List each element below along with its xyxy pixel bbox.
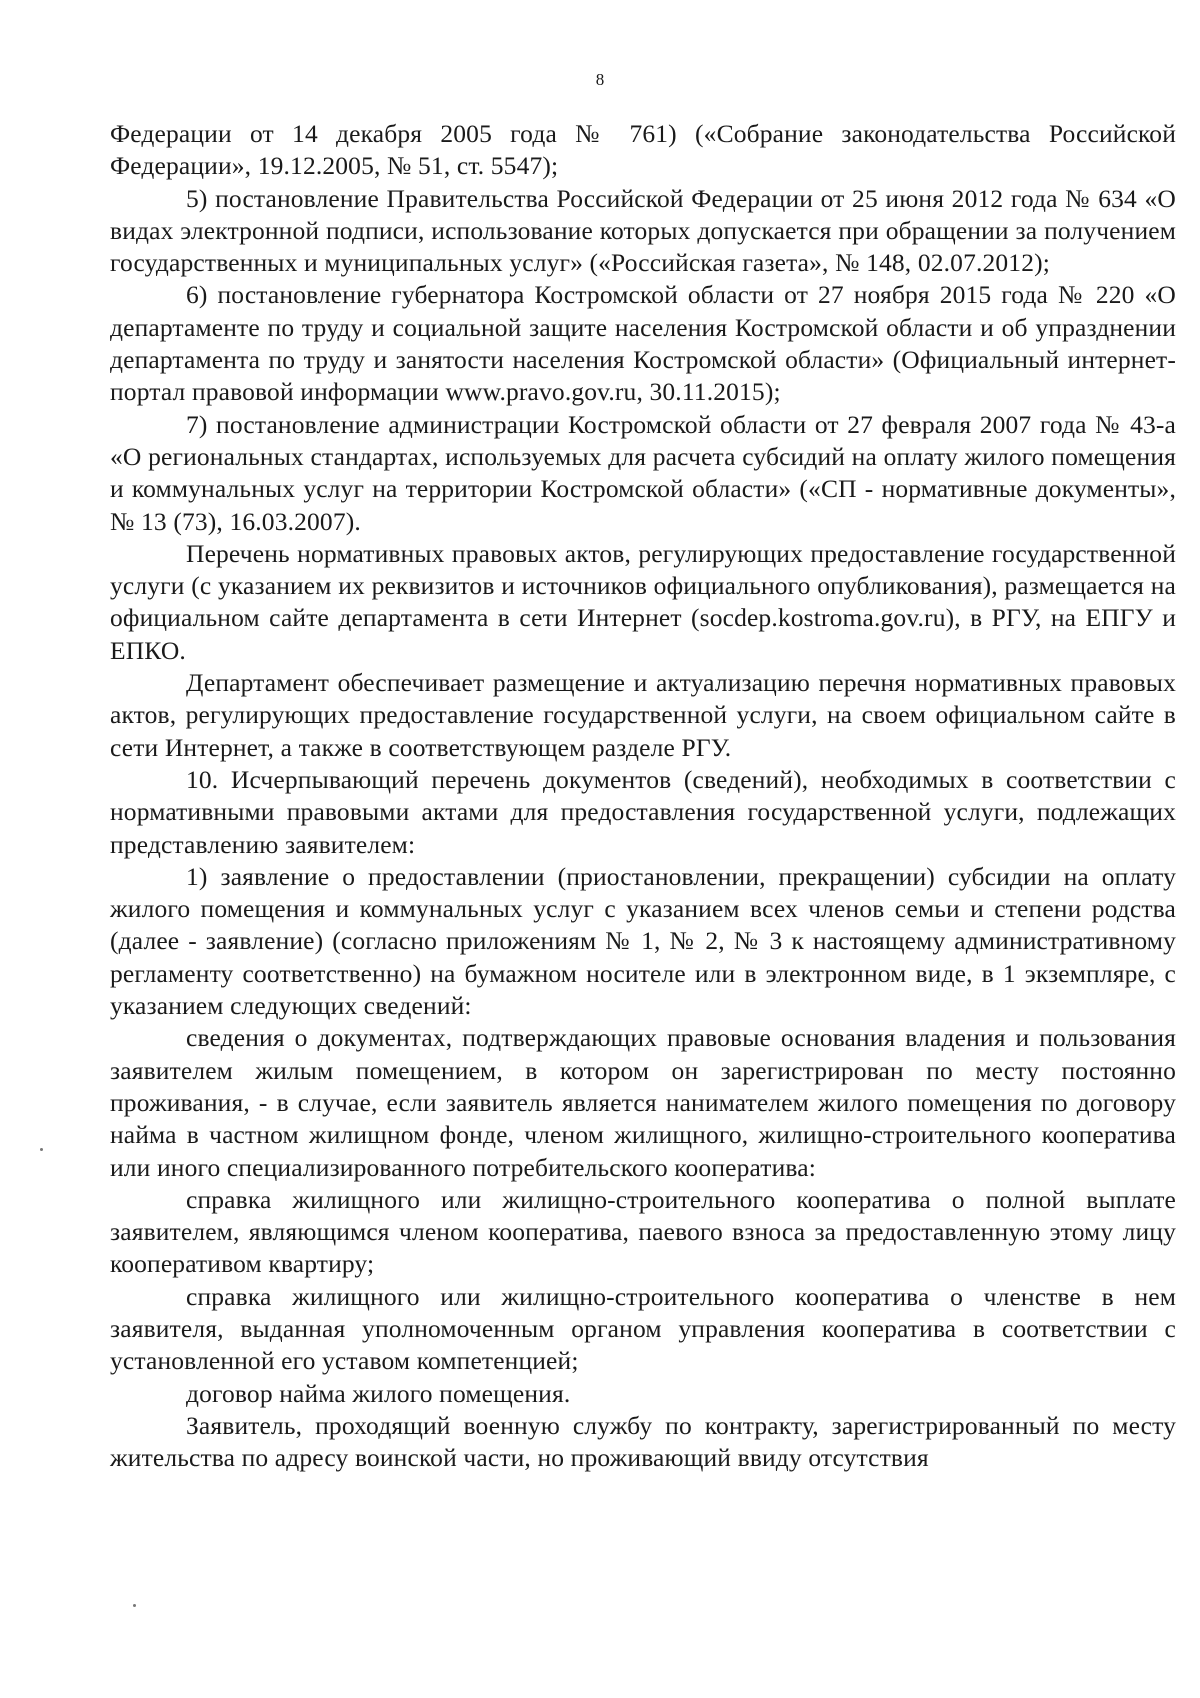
paragraph-item-5: 5) постановление Правительства Российской Федерации от 25 июня 2012 года № 634 «О видах электронной подписи, использование которых допускается при обращении за получением государственных и муниципальных услуг» («Российская газета», № 148, 02.07.2012); [110,183,1176,278]
paragraph-lease-contract: договор найма жилого помещения. [186,1378,571,1408]
paragraph-continuation: Федерации от 14 декабря 2005 года № 761) («Собрание законодательства Российской Федерации», 19.12.2005, № 51, ст. 5547); [110,119,1176,181]
scan-speck [40,1148,43,1151]
paragraph-ownership-info: сведения о документах, подтверждающих правовые основания владения и пользования заявителем жилым помещением, в котором он зарегистрирован по месту постоянно проживания, - в случае, если заявитель является нанимателем жилого помещения по договору найма в частном жилищном фонде, членом жилищного, жилищно-строительного кооператива или иного специализированного потребительского кооператива: [110,1023,1176,1182]
paragraph-military-applicant: Заявитель, проходящий военную службу по контракту, зарегистрированный по месту жительства по адресу воинской части, но проживающий ввиду отсутствия [110,1410,1176,1473]
paragraph-certificate-payment: справка жилищного или жилищно-строительного кооператива о полной выплате заявителем, являющимся членом кооператива, паевого взноса за предоставленную этому лицу кооперативом квартиру; [110,1184,1176,1279]
paragraph-item-7: 7) постановление администрации Костромской области от 27 февраля 2007 года № 43-а «О региональных стандартах, используемых для расчета субсидий на оплату жилого помещения и коммунальных услуг на территории Костромской области» («СП - нормативные документы», № 13 (73), 16.03.2007). [110,409,1176,536]
paragraph-section-10: 10. Исчерпывающий перечень документов (сведений), необходимых в соответствии с нормативными правовыми актами для предоставления государственной услуги, подлежащих представлению заявителем: [110,764,1176,859]
scan-speck [133,1604,136,1607]
paragraph-list-publication: Перечень нормативных правовых актов, регулирующих предоставление государственной услуги (с указанием их реквизитов и источников официального опубликования), размещается на официальном сайте департамента в сети Интернет (socdep.kostroma.gov.ru), в РГУ, на ЕПГУ и ЕПКО. [110,538,1176,665]
page-number: 8 [595,70,605,89]
paragraph-department-duty: Департамент обеспечивает размещение и актуализацию перечня нормативных правовых актов, регулирующих предоставление государственной услуги, на своем официальном сайте в сети Интернет, а также в соответствующем разделе РГУ. [110,668,1176,762]
paragraph-item-6: 6) постановление губернатора Костромской области от 27 ноября 2015 года № 220 «О департаменте по труду и социальной защите населения Костромской области и об упразднении департамента по труду и занятости населения Костромской области» (Официальный интернет-портал правовой информации www.pravo.gov.ru, 30.11.2015); [110,280,1176,407]
paragraph-application: 1) заявление о предоставлении (приостановлении, прекращении) субсидии на оплату жилого помещения и коммунальных услуг с указанием всех членов семьи и степени родства (далее - заявление) (согласно приложениям № 1, № 2, № 3 к настоящему административному регламенту соответственно) на бумажном носителе или в электронном виде, в 1 экземпляре, с указанием следующих сведений: [110,861,1176,1021]
document-body [110,118,1176,1474]
paragraph-certificate-membership: справка жилищного или жилищно-строительного кооператива о членстве в нем заявителя, выданная уполномоченным органом управления кооператива в соответствии с установленной его уставом компетенцией; [110,1281,1176,1376]
